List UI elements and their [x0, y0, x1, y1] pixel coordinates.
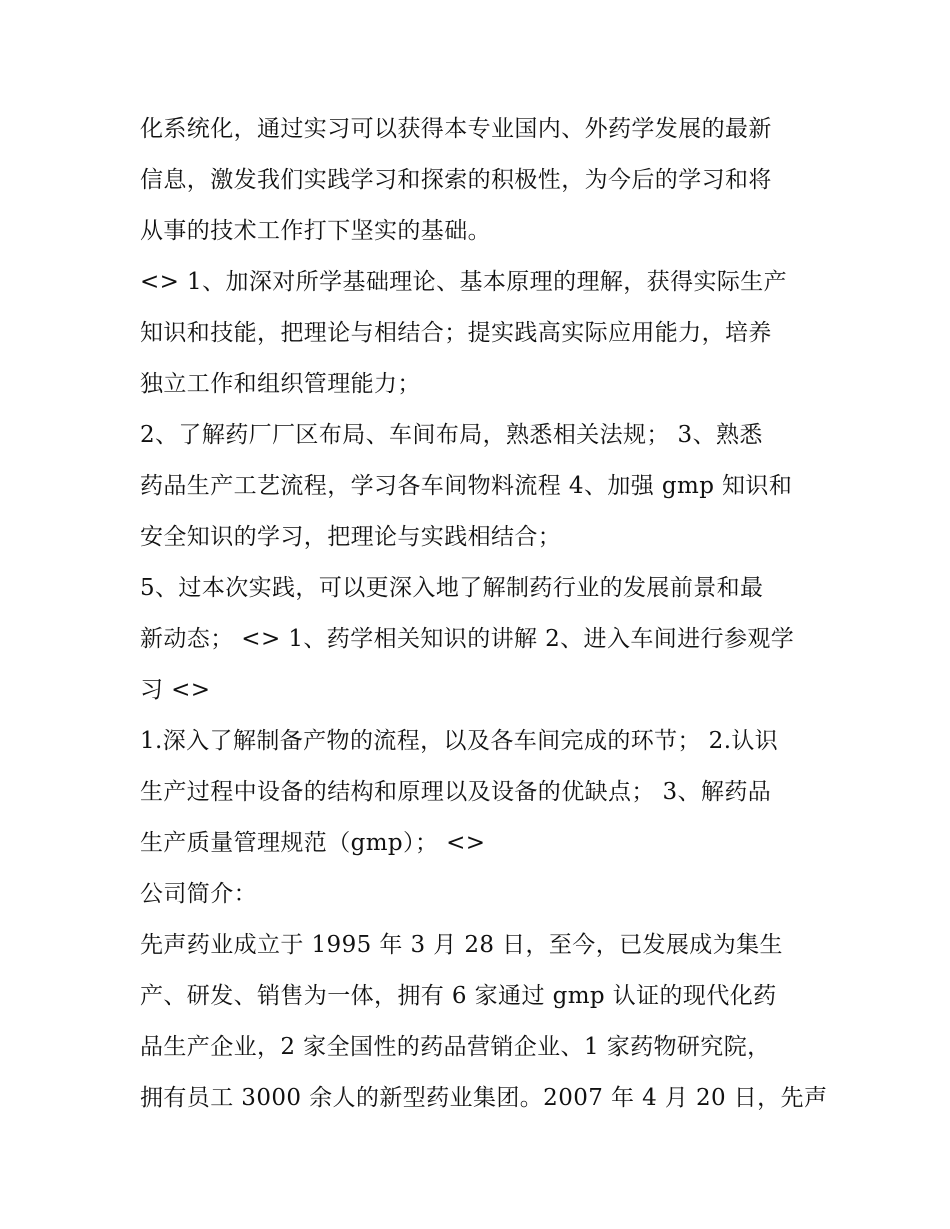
- section-heading-company-intro: 公司简介：: [140, 881, 257, 907]
- text-line-4: <> 1、加深对所学基础理论、基本原理的理解，获得实际生产: [140, 269, 788, 295]
- text-line-13: 1.深入了解制备产物的流程，以及各车间完成的环节； 2.认识: [140, 728, 779, 754]
- text-line-9: 安全知识的学习，把理论与实践相结合；: [140, 524, 562, 550]
- text-line-15: 生产质量管理规范（gmp）； <>: [140, 830, 486, 856]
- text-line-3: 从事的技术工作打下坚实的基础。: [140, 218, 491, 244]
- text-line-20: 拥有员工 3000 余人的新型药业集团。2007 年 4 月 20 日，先声: [140, 1085, 828, 1111]
- text-line-1: 化系统化，通过实习可以获得本专业国内、外药学发展的最新: [140, 116, 772, 142]
- text-line-8: 药品生产工艺流程，学习各车间物料流程 4、加强 gmp 知识和: [140, 473, 793, 499]
- text-line-19: 品生产企业，2 家全国性的药品营销企业、1 家药物研究院，: [140, 1034, 771, 1060]
- text-line-2: 信息，激发我们实践学习和探索的积极性，为今后的学习和将: [140, 167, 772, 193]
- text-line-10: 5、过本次实践，可以更深入地了解制药行业的发展前景和最: [140, 575, 764, 601]
- text-line-14: 生产过程中设备的结构和原理以及设备的优缺点； 3、解药品: [140, 779, 772, 805]
- text-line-18: 产、研发、销售为一体，拥有 6 家通过 gmp 认证的现代化药: [140, 983, 777, 1009]
- text-line-12: 习 <>: [140, 677, 211, 703]
- text-line-5: 知识和技能，把理论与相结合；提实践高实际应用能力，培养: [140, 320, 772, 346]
- text-line-17: 先声药业成立于 1995 年 3 月 28 日，至今，已发展成为集生: [140, 932, 783, 958]
- text-line-7: 2、了解药厂厂区布局、车间布局，熟悉相关法规； 3、熟悉: [140, 422, 763, 448]
- text-line-6: 独立工作和组织管理能力；: [140, 371, 421, 397]
- text-line-11: 新动态； <> 1、药学相关知识的讲解 2、进入车间进行参观学: [140, 626, 795, 652]
